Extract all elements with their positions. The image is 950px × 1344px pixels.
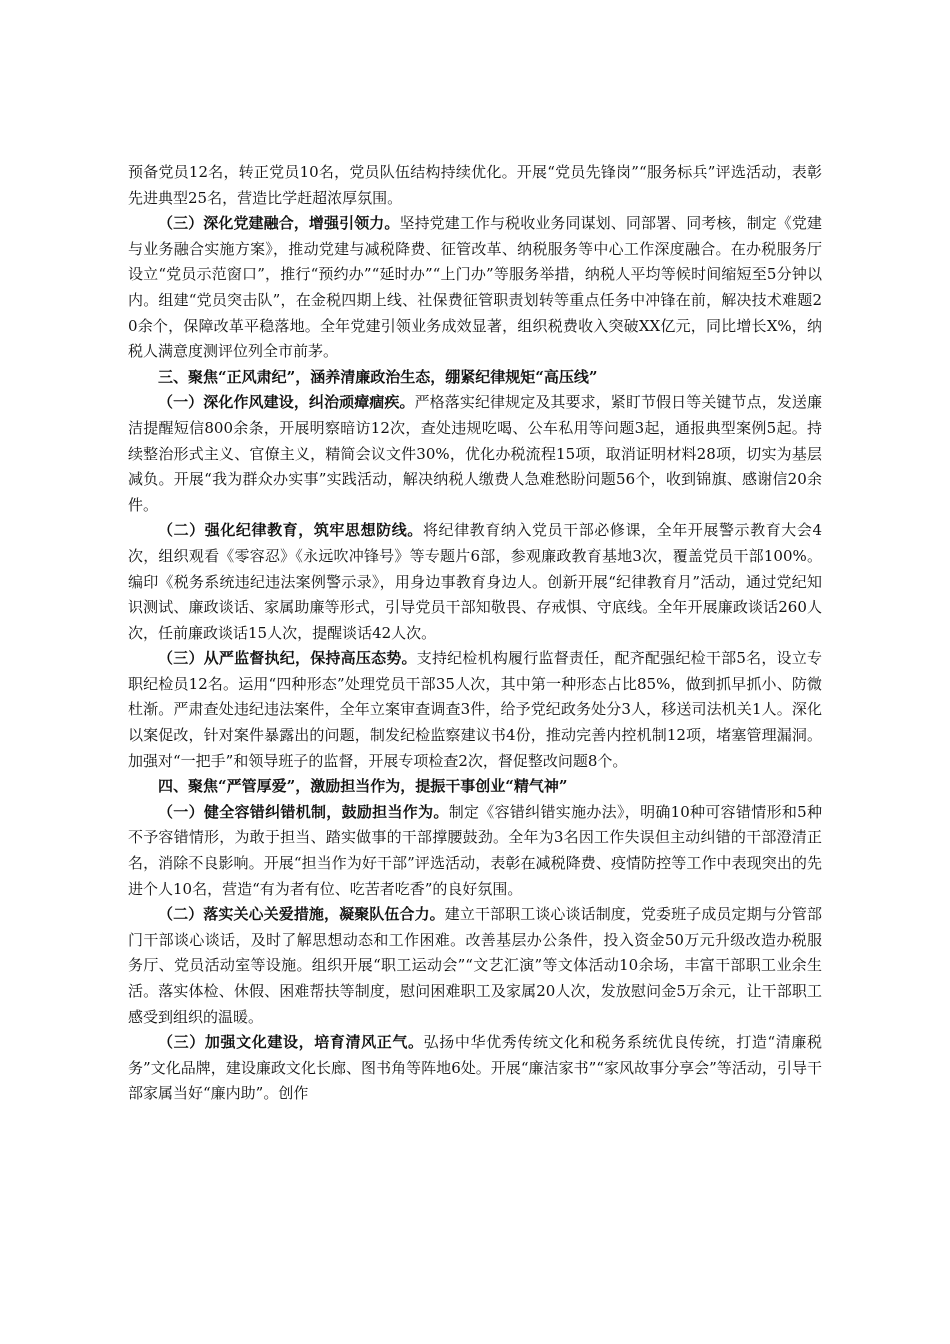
section-heading-3: 三、聚焦“正风肃纪”，涵养清廉政治生态，绷紧纪律规矩“高压线” [158,367,598,386]
paragraph-discipline-education [128,518,822,646]
paragraph-lead: （二）强化纪律教育，筑牢思想防线。 [158,521,423,540]
paragraph-supervision [128,646,822,774]
paragraph-text: 弘扬中华优秀传统文化和税务系统优良传统，打造“清廉税务”文化品牌，建设廉政文化长廊、图书角等阵地6处。开展“廉洁家书”“家风故事分享会”等活动，引导干部家属当好“廉内助”。创作 [128,1033,822,1103]
section-heading-4: 四、聚焦“严管厚爱”，激励担当作为，提振干事创业“精气神” [158,777,568,796]
paragraph-text: 制定《容错纠错实施办法》，明确10种可容错情形和5种不予容错情形，为敢于担当、踏实做事的干部撑腰鼓劲。全年为3名因工作失误但主动纠错的干部澄清正名，消除不良影响。开展“担当作为好干部”评选活动，表彰在减税降费、疫情防控等工作中表现突出的先进个人10名，营造“有为者有位、吃苦者吃香”的良好氛围。 [128,802,822,898]
paragraph-lead: （二）落实关心关爱措施，凝聚队伍合力。 [158,905,445,924]
paragraph-lead: （三）深化党建融合，增强引领力。 [158,214,400,233]
paragraph-culture-building [128,1030,822,1107]
paragraph-lead: （一）深化作风建设，纠治顽瘴痼疾。 [158,393,415,412]
paragraph-text: 将纪律教育纳入党员干部必修课，全年开展警示教育大会4次，组织观看《零容忍》《永远吹冲锋号》等专题片6部，参观廉政教育基地3次，覆盖党员干部100%。编印《税务系统违纪违法案例警示录》，用身边事教育身边人。创新开展“纪律教育月”活动，通过党纪知识测试、廉政谈话、家属助廉等形式，引导党员干部知敬畏、存戒惧、守底线。全年开展廉政谈话260人次，任前廉政谈话15人次，提醒谈话42人次。 [128,521,822,642]
paragraph-text: 建立干部职工谈心谈话制度，党委班子成员定期与分管部门干部谈心谈话，及时了解思想动态和工作困难。改善基层办公条件，投入资金50万元升级改造办税服务厅、党员活动室等设施。组织开展“职工运动会”“文艺汇演”等文体活动10余场，丰富干部职工业余生活。落实体检、休假、困难帮扶等制度，慰问困难职工及家属20人次，发放慰问金5万余元，让干部职工感受到组织的温暖。 [128,905,822,1026]
paragraph-party-integration [128,211,822,365]
paragraph-text: 严格落实纪律规定及其要求，紧盯节假日等关键节点，发送廉洁提醒短信800余条，开展明察暗访12次，查处违规吃喝、公车私用等问题3起，通报典型案例5起。持续整治形式主义、官僚主义，精简会议文件30%，优化办税流程15项，取消证明材料28项，切实为基层减负。开展“我为群众办实事”实践活动，解决纳税人缴费人急难愁盼问题56个，收到锦旗、感谢信20余件。 [128,393,822,514]
paragraph-lead: （一）健全容错纠错机制，鼓励担当作为。 [158,802,449,821]
paragraph-lead: （三）加强文化建设，培育清风正气。 [158,1033,424,1052]
paragraph-care-measures [128,902,822,1030]
document-body [128,160,822,1107]
paragraph-text: 预备党员12名，转正党员10名，党员队伍结构持续优化。开展“党员先锋岗”“服务标兵”评选活动，表彰先进典型25名，营造比学赶超浓厚氛围。 [128,163,822,207]
paragraph-fault-tolerance [128,800,822,902]
paragraph-lead: （三）从严监督执纪，保持高压态势。 [158,649,417,668]
paragraph-continuation [128,160,822,211]
paragraph-work-style [128,390,822,518]
paragraph-text: 坚持党建工作与税收业务同谋划、同部署、同考核，制定《党建与业务融合实施方案》，推动党建与减税降费、征管改革、纳税服务等中心工作深度融合。在办税服务厅设立“党员示范窗口”，推行“预约办”“延时办”“上门办”等服务举措，纳税人平均等候时间缩短至5分钟以内。组建“党员突击队”，在金税四期上线、社保费征管职责划转等重点任务中冲锋在前，解决技术难题20余个，保障改革平稳落地。全年党建引领业务成效显著，组织税费收入突破XX亿元，同比增长X%，纳税人满意度测评位列全市前茅。 [128,214,822,361]
paragraph-text: 支持纪检机构履行监督责任，配齐配强纪检干部5名，设立专职纪检员12名。运用“四种形态”处理党员干部35人次，其中第一种形态占比85%，做到抓早抓小、防微杜渐。严肃查处违纪违法案件，全年立案审查调查3件，给予党纪政务处分3人，移送司法机关1人。深化以案促改，针对案件暴露出的问题，制发纪检监察建议书4份，推动完善内控机制12项，堵塞管理漏洞。加强对“一把手”和领导班子的监督，开展专项检查2次，督促整改问题8个。 [128,649,822,770]
